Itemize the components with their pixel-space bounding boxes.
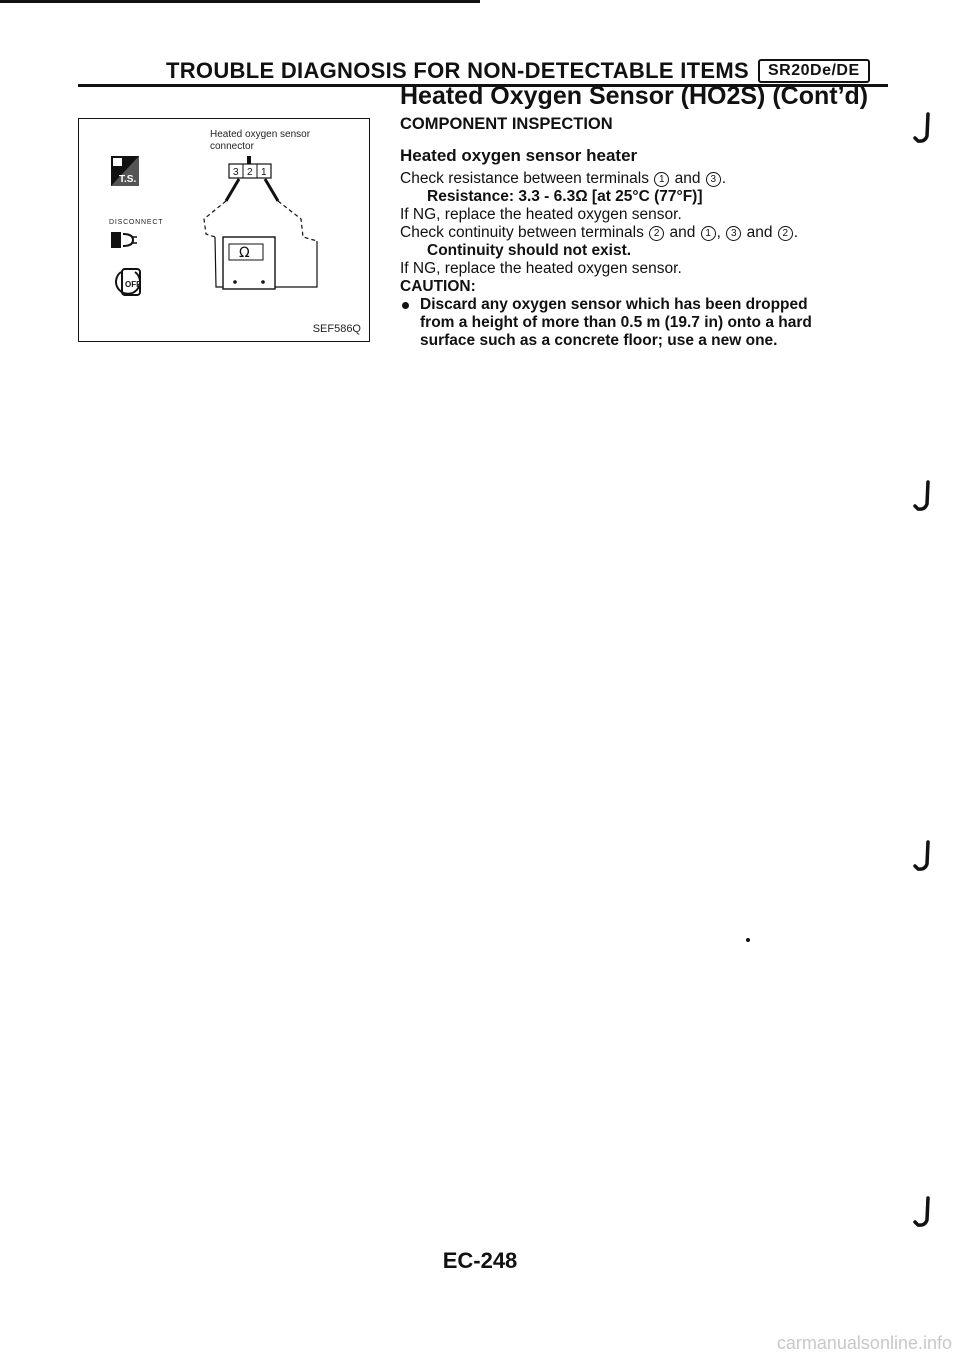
terminal-2: 2	[247, 167, 253, 178]
inspection-figure	[78, 118, 370, 342]
ohmmeter	[223, 237, 275, 289]
off-label: OFF	[125, 280, 141, 289]
disconnect-label: DISCONNECT	[109, 219, 164, 226]
speck-mark	[745, 936, 751, 944]
inspection-text	[400, 82, 900, 350]
terminal-1: 1	[261, 167, 267, 178]
heater-heading: Heated oxygen sensor heater	[400, 146, 638, 165]
caution-label: CAUTION:	[400, 278, 476, 295]
resistance-spec: Resistance: 3.3 - 6.3Ω [at 25°C (77°F)]	[427, 188, 703, 205]
ignition-off-icon	[116, 269, 141, 295]
check-mark-icon	[912, 112, 938, 146]
sensor-connector	[229, 156, 271, 178]
ts-label: T.S.	[119, 174, 137, 185]
ohm-symbol: Ω	[239, 245, 250, 261]
top-rule	[0, 0, 480, 3]
check-mark-icon	[912, 480, 938, 514]
disconnect-plug-icon	[111, 232, 137, 248]
ts-icon	[111, 156, 139, 186]
section-title: Heated Oxygen Sensor (HO2S) (Cont’d)	[400, 82, 869, 110]
check-resistance-line: Check resistance between terminals 1 and 3 .	[400, 170, 727, 187]
header-title: TROUBLE DIAGNOSIS FOR NON-DETECTABLE ITEMS	[166, 58, 749, 83]
continuity-spec: Continuity should not exist.	[427, 242, 632, 259]
terminal-ref-1: 1	[654, 172, 669, 187]
ng-replace-1: If NG, replace the heated oxygen sensor.	[400, 206, 682, 223]
check-mark-icon	[912, 1196, 938, 1230]
caution-item: Discard any oxygen sensor which has been dropped from a height of more than 0.5 m (19.7 in) onto a hard surface such as a concrete floor; use a new one.	[400, 296, 900, 350]
engine-badge: SR20De/DE	[758, 59, 870, 83]
watermark: carmanualsonline.info	[776, 1333, 952, 1353]
section-subtitle: COMPONENT INSPECTION	[400, 115, 613, 133]
terminal-ref-3: 3	[706, 172, 721, 187]
check-continuity-line: Check continuity between terminals 2 and 1 , 3 and 2 .	[400, 224, 799, 241]
page-number: EC-248	[442, 1248, 518, 1273]
connector-label: Heated oxygen sensor connector	[210, 129, 311, 152]
terminal-3: 3	[233, 167, 239, 178]
ng-replace-2: If NG, replace the heated oxygen sensor.	[400, 260, 682, 277]
figure-code: SEF586Q	[312, 323, 361, 335]
check-mark-icon	[912, 840, 938, 874]
